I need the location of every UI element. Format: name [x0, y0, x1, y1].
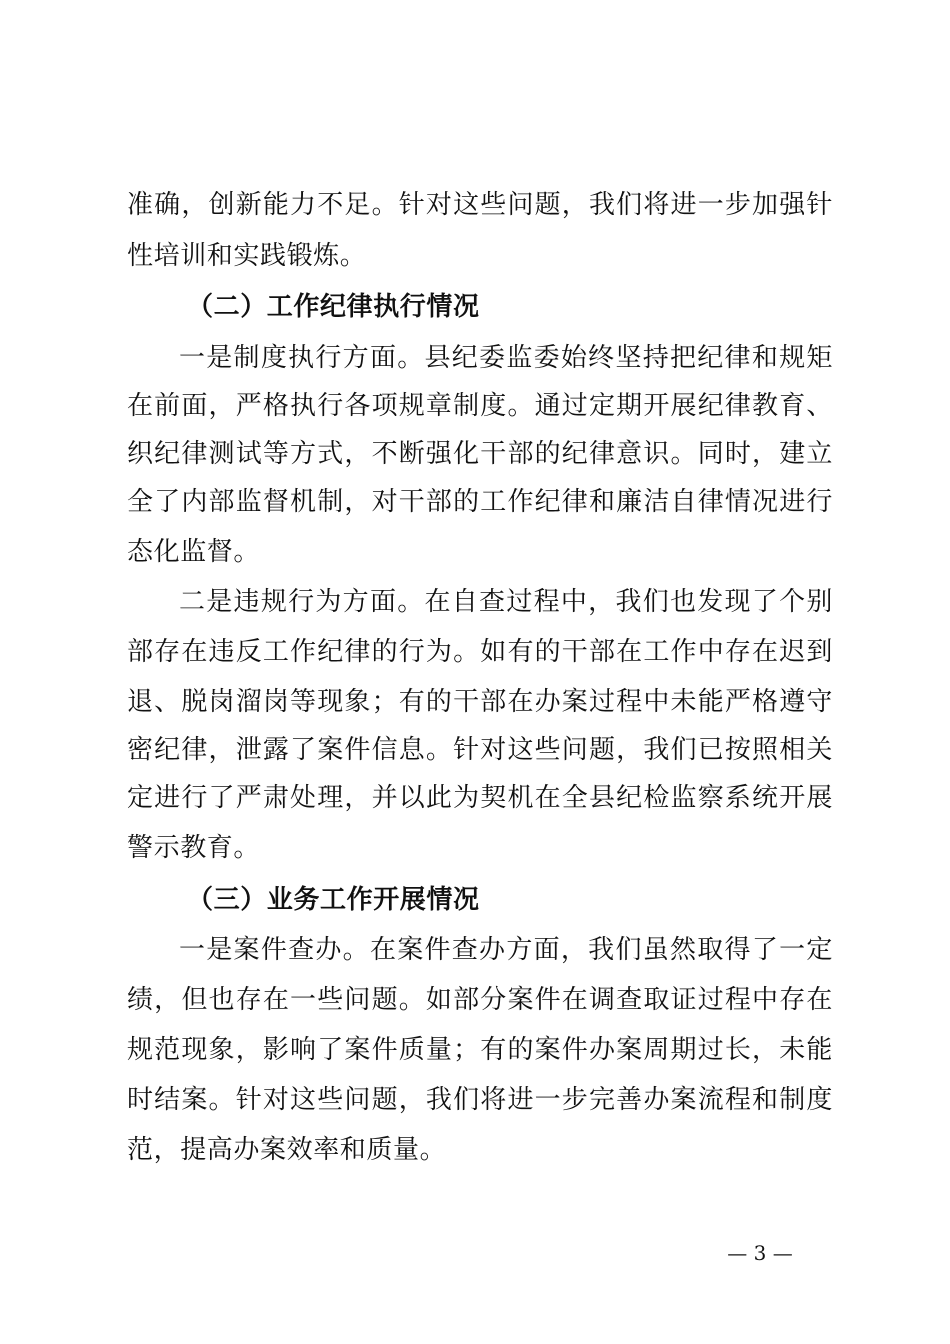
body-text-line: 在前面，严格执行各项规章制度。通过定期开展纪律教育、 [127, 391, 833, 421]
body-text-line: 性培训和实践锻炼。 [127, 241, 367, 271]
body-text-line: 织纪律测试等方式，不断强化干部的纪律意识。同时，建立 [127, 439, 833, 469]
paragraph-first-line: 一是案件查办。在案件查办方面，我们虽然取得了一定 [179, 935, 833, 965]
body-text-line: 定进行了严肃处理，并以此为契机在全县纪检监察系统开展 [127, 783, 833, 813]
paragraph-first-line: 一是制度执行方面。县纪委监委始终坚持把纪律和规矩 [179, 343, 833, 373]
section-heading: （三）业务工作开展情况 [187, 885, 480, 915]
body-text-line: 绩，但也存在一些问题。如部分案件在调查取证过程中存在 [127, 985, 833, 1015]
section-heading: （二）工作纪律执行情况 [187, 292, 480, 322]
body-text-line: 态化监督。 [127, 537, 261, 567]
body-text-line: 退、脱岗溜岗等现象；有的干部在办案过程中未能严格遵守 [127, 687, 833, 717]
body-text-line: 规范现象，影响了案件质量；有的案件办案周期过长，未能 [127, 1035, 833, 1065]
body-text-line: 警示教育。 [127, 833, 261, 863]
body-text-line: 时结案。针对这些问题，我们将进一步完善办案流程和制度 [127, 1085, 833, 1115]
paragraph-first-line: 二是违规行为方面。在自查过程中，我们也发现了个别 [179, 587, 833, 617]
page-number: — 3 — [727, 1241, 793, 1265]
body-text-line: 准确，创新能力不足。针对这些问题，我们将进一步加强针 [127, 190, 833, 220]
body-text-line: 部存在违反工作纪律的行为。如有的干部在工作中存在迟到 [127, 637, 833, 667]
body-text-line: 全了内部监督机制，对干部的工作纪律和廉洁自律情况进行 [127, 487, 833, 517]
body-text-line: 范，提高办案效率和质量。 [127, 1135, 447, 1165]
body-text-line: 密纪律，泄露了案件信息。针对这些问题，我们已按照相关 [127, 735, 833, 765]
